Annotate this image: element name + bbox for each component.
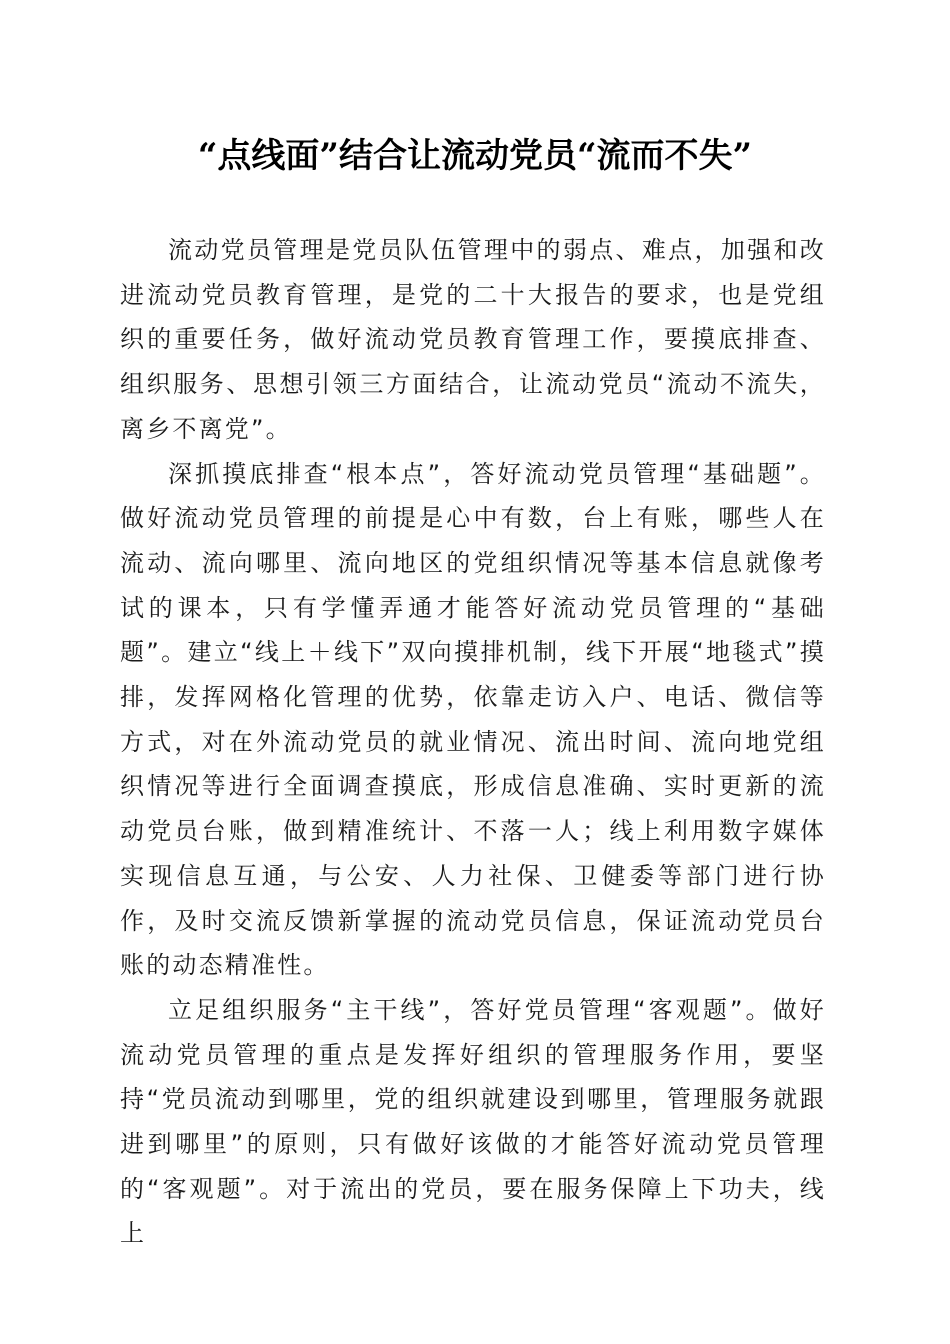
paragraph-1: 流动党员管理是党员队伍管理中的弱点、难点，加强和改进流动党员教育管理，是党的二十大报告的要求，也是党组织的重要任务，做好流动党员教育管理工作，要摸底排查、组织服务、思想引领三方面结合，让流动党员“流动不流失，离乡不离党”。 <box>120 236 826 443</box>
paragraph-2: 深抓摸底排查“根本点”，答好流动党员管理“基础题”。做好流动党员管理的前提是心中有数，台上有账，哪些人在流动、流向哪里、流向地区的党组织情况等基本信息就像考试的课本，只有学懂弄通才能答好流动党员管理的“基础题”。建立“线上＋线下”双向摸排机制，线下开展“地毯式”摸排，发挥网格化管理的优势，依靠走访入户、电话、微信等方式，对在外流动党员的就业情况、流出时间、流向地党组织情况等进行全面调查摸底，形成信息准确、实时更新的流动党员台账，做到精准统计、不落一人；线上利用数字媒体实现信息互通，与公安、人力社保、卫健委等部门进行协作，及时交流反馈新掌握的流动党员信息，保证流动党员台账的动态精准性。 <box>120 459 826 980</box>
document-title: “点线面”结合让流动党员“流而不失” <box>197 136 753 176</box>
document-body <box>120 228 826 1256</box>
paragraph-3: 立足组织服务“主干线”，答好党员管理“客观题”。做好流动党员管理的重点是发挥好组织的管理服务作用，要坚持“党员流动到哪里，党的组织就建设到哪里，管理服务就跟进到哪里”的原则，只有做好该做的才能答好流动党员管理的“客观题”。对于流出的党员，要在服务保障上下功夫，线上 <box>120 995 826 1248</box>
